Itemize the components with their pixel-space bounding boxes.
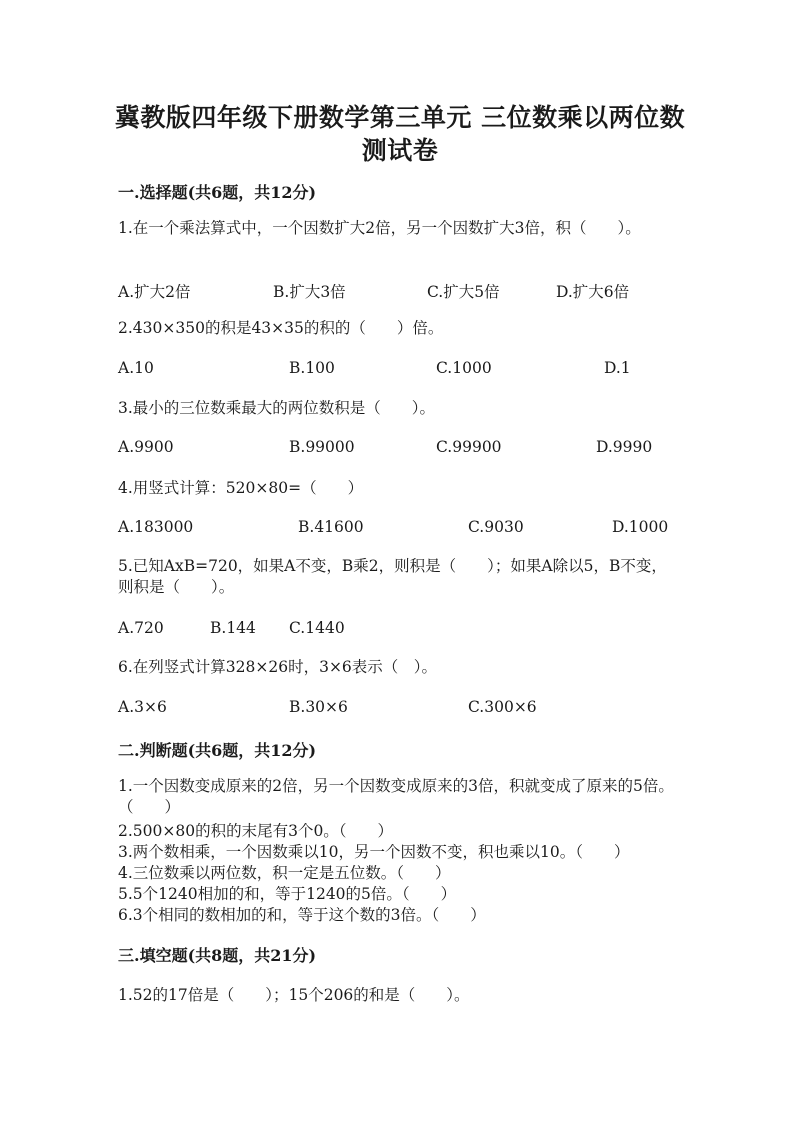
- option-d: D.扩大6倍: [556, 283, 630, 301]
- option-c: C.1440: [289, 619, 345, 637]
- judgement-item: 1.一个因数变成原来的2倍，另一个因数变成原来的3倍，积就变成了原来的5倍。（ ）: [118, 777, 674, 816]
- question-text: 6.在列竖式计算328×26时，3×6表示（ ）。: [118, 658, 438, 676]
- option-a: A.9900: [118, 438, 174, 456]
- option-b: B.扩大3倍: [273, 283, 346, 301]
- question-text: 3.最小的三位数乘最大的两位数积是（ ）。: [118, 399, 436, 417]
- fill-item: 1.52的17倍是（ ）；15个206的和是（ ）。: [118, 986, 470, 1004]
- judgement-item: 2.500×80的积的末尾有3个0。（ ）: [118, 822, 394, 840]
- section-heading-judgement: 二.判断题(共6题，共12分): [118, 741, 317, 760]
- question-text: 1.在一个乘法算式中，一个因数扩大2倍，另一个因数扩大3倍，积（ ）。: [118, 219, 641, 237]
- option-b: B.41600: [298, 518, 364, 536]
- question-text: 5.已知AxB=720，如果A不变，B乘2，则积是（ ）；如果A除以5，B不变，则积是（ ）。: [118, 557, 667, 596]
- option-b: B.144: [210, 619, 256, 637]
- option-a: A.扩大2倍: [118, 283, 191, 301]
- question-text: 4.用竖式计算：520×80=（ ）: [118, 479, 364, 497]
- option-c: C.9030: [468, 518, 524, 536]
- judgement-item: 4.三位数乘以两位数，积一定是五位数。（ ）: [118, 864, 451, 882]
- option-a: A.720: [118, 619, 164, 637]
- option-b: B.99000: [289, 438, 355, 456]
- option-d: D.1000: [612, 518, 669, 536]
- option-d: D.1: [604, 359, 631, 377]
- page-title-line2: 测试卷: [361, 136, 439, 165]
- judgement-item: 3.两个数相乘，一个因数乘以10，另一个因数不变，积也乘以10。（ ）: [118, 843, 630, 861]
- question-text: 2.430×350的积是43×35的积的（ ）倍。: [118, 319, 444, 337]
- option-c: C.扩大5倍: [427, 283, 500, 301]
- option-d: D.9990: [596, 438, 653, 456]
- option-b: B.100: [289, 359, 335, 377]
- option-b: B.30×6: [289, 698, 348, 716]
- option-c: C.1000: [436, 359, 492, 377]
- page-title: 冀教版四年级下册数学第三单元 三位数乘以两位数: [114, 103, 686, 132]
- option-c: C.300×6: [468, 698, 537, 716]
- option-c: C.99900: [436, 438, 502, 456]
- option-a: A.183000: [118, 518, 194, 536]
- section-heading-fill: 三.填空题(共8题，共21分): [118, 946, 317, 965]
- option-a: A.3×6: [118, 698, 167, 716]
- section-heading-choice: 一.选择题(共6题，共12分): [118, 183, 317, 202]
- judgement-item: 5.5个1240相加的和，等于1240的5倍。（ ）: [118, 885, 457, 903]
- judgement-item: 6.3个相同的数相加的和，等于这个数的3倍。（ ）: [118, 906, 486, 924]
- option-a: A.10: [118, 359, 154, 377]
